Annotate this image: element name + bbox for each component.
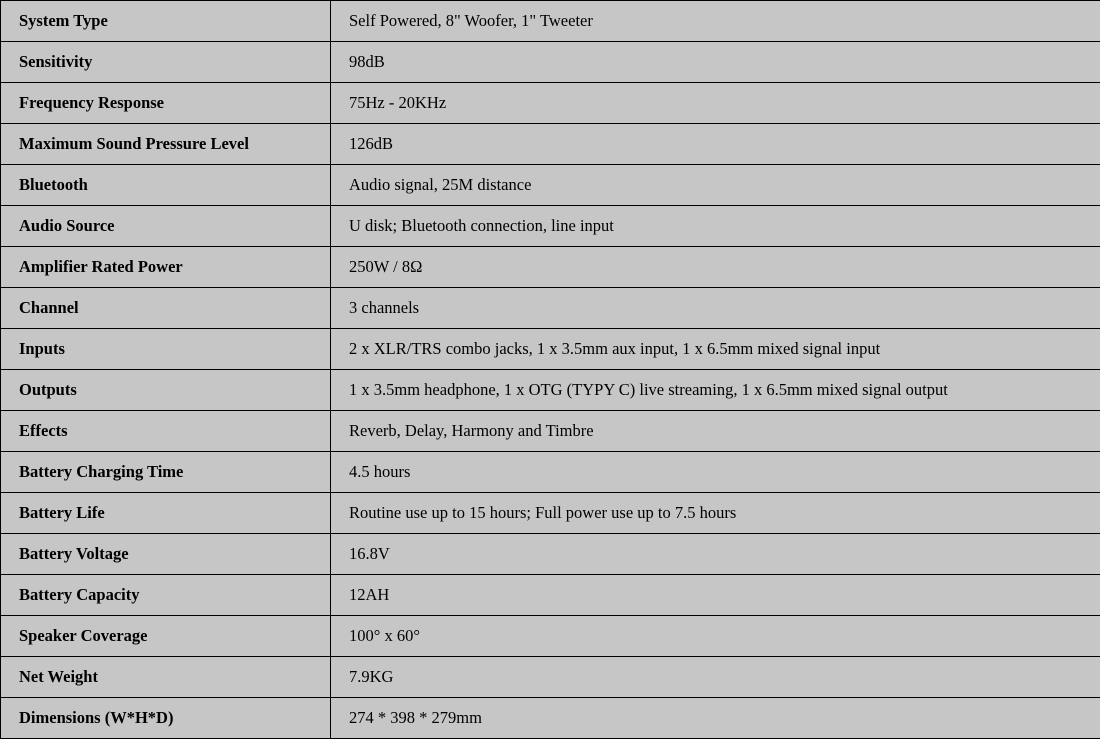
spec-label: Effects [1,411,331,452]
spec-label: Net Weight [1,657,331,698]
spec-value: 16.8V [331,534,1100,575]
spec-label: System Type [1,1,331,42]
spec-value: U disk; Bluetooth connection, line input [331,206,1100,247]
spec-value: 12AH [331,575,1100,616]
table-row [1,206,1100,247]
spec-value: 100° x 60° [331,616,1100,657]
spec-label: Sensitivity [1,42,331,83]
table-row [1,616,1100,657]
specifications-table-body [1,1,1100,739]
spec-value: 1 x 3.5mm headphone, 1 x OTG (TYPY C) live streaming, 1 x 6.5mm mixed signal output [331,370,1100,411]
table-row [1,124,1100,165]
table-row [1,329,1100,370]
spec-label: Battery Voltage [1,534,331,575]
spec-label: Battery Charging Time [1,452,331,493]
spec-value: Routine use up to 15 hours; Full power use up to 7.5 hours [331,493,1100,534]
table-row [1,370,1100,411]
table-row [1,411,1100,452]
spec-value: 274 * 398 * 279mm [331,698,1100,739]
spec-value: 7.9KG [331,657,1100,698]
table-row [1,493,1100,534]
spec-label: Battery Life [1,493,331,534]
table-row [1,534,1100,575]
spec-value: 126dB [331,124,1100,165]
spec-label: Outputs [1,370,331,411]
spec-value: 75Hz - 20KHz [331,83,1100,124]
table-row [1,247,1100,288]
spec-label: Frequency Response [1,83,331,124]
table-row [1,165,1100,206]
spec-value: Audio signal, 25M distance [331,165,1100,206]
table-row [1,575,1100,616]
spec-label: Bluetooth [1,165,331,206]
table-row [1,288,1100,329]
table-row [1,83,1100,124]
spec-value: 98dB [331,42,1100,83]
spec-label: Inputs [1,329,331,370]
spec-value: 4.5 hours [331,452,1100,493]
spec-label: Amplifier Rated Power [1,247,331,288]
spec-label: Dimensions (W*H*D) [1,698,331,739]
spec-label: Battery Capacity [1,575,331,616]
spec-value: 2 x XLR/TRS combo jacks, 1 x 3.5mm aux input, 1 x 6.5mm mixed signal input [331,329,1100,370]
spec-label: Channel [1,288,331,329]
spec-label: Speaker Coverage [1,616,331,657]
spec-value: Reverb, Delay, Harmony and Timbre [331,411,1100,452]
table-row [1,452,1100,493]
table-row [1,42,1100,83]
table-row [1,657,1100,698]
spec-value: Self Powered, 8" Woofer, 1" Tweeter [331,1,1100,42]
spec-label: Maximum Sound Pressure Level [1,124,331,165]
spec-label: Audio Source [1,206,331,247]
table-row [1,698,1100,739]
table-row [1,1,1100,42]
spec-value: 3 channels [331,288,1100,329]
spec-value: 250W / 8Ω [331,247,1100,288]
